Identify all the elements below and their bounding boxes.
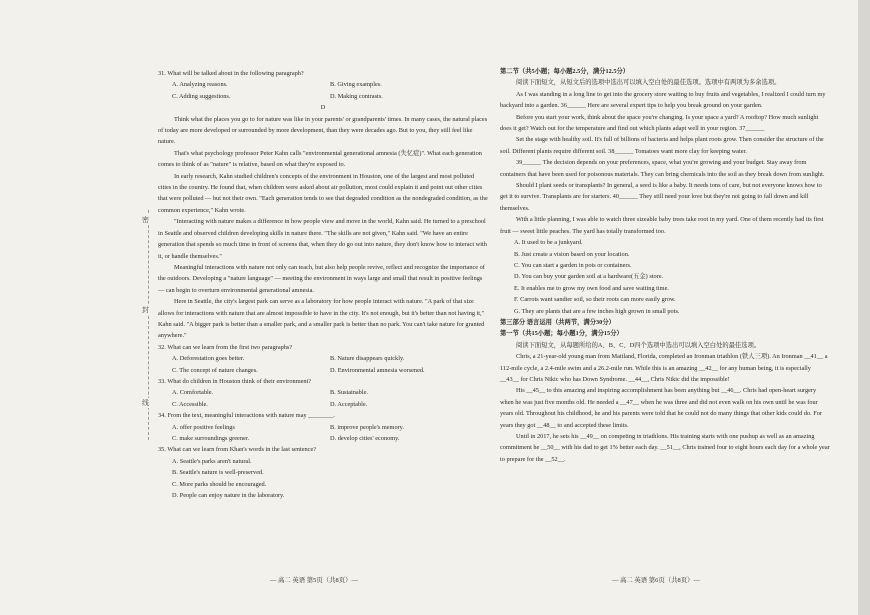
cloze-paragraph: Chris, a 21-year-old young man from Maitland, Florida, completed an Ironman triathlon (铁人三项). An Ironman __41__ a 112-mile cycle, a 2.4-mile swim and a 26.2-mile run. While this is an amazing __42__ for any human being, it is especially __43__ for Chris Nikic who has Down Syndrome. __44__, Chris Nikic did the impossible! xyxy=(500,353,828,383)
passage-paragraph: "Interacting with nature makes a difference in how people view and move in the world, Kahn said. He turned to a preschool in Seattle and observed children developing skills in nature there. "The skills are not given," Kahn said. "We have an entire generation that spends so much time in front of screens that, when they do go out into nature, they don't know how to interact with it, or handle themselves." xyxy=(158,218,487,260)
choice-option-g: G. They are plants that are a few inches high grown in small pots. xyxy=(514,307,680,315)
choice-option-a: A. It used to be a junkyard. xyxy=(514,239,583,247)
q31-option-d: D. Making contrasts. xyxy=(330,92,383,100)
passage-paragraph: Meaningful interactions with nature not only can teach, but also help people revive, reflect and recognize the importance of the outdoors. Developing a "nature language" — meeting the environment in ways large and small that result in positive feelings — can begin to overturn environmental generational amnesia. xyxy=(158,263,485,294)
q34-options xyxy=(158,422,488,433)
passage-paragraph: Should I plant seeds or transplants? In general, a seed is like a baby. It needs tons of care, but not everyone knows how to get it to survive. Transplants are for starters. 40______ They still need your love but they're not going to fall down and kill themselves. xyxy=(500,182,822,212)
passage-paragraph: Before you start your work, think about the space you're changing. Is your space a yard? A rooftop? How much sunlight does it get? Watch out for the temperature and find out which plants adapt well in your region. 37______ xyxy=(500,113,819,133)
left-page xyxy=(158,68,488,501)
q34-option-c: C. make surroundings greener. xyxy=(172,435,250,442)
section2-title: 第二节（共5小题；每小题2.5分，满分12.5分） xyxy=(500,68,630,75)
passage-paragraph: That's what psychology professor Peter Kahn calls "environmental generational amnesia (失忆症)". What each generation comes to think of as "nature" is relative, based on what they're exposed to. xyxy=(158,149,482,169)
question-32: 32. What can we learn from the first two paragraphs? xyxy=(158,343,293,351)
section2-instructions: 阅读下面短文，从短文后的选项中选出可以填入空白处的最佳选项。选项中有两项为多余选项。 xyxy=(516,79,781,87)
section1-title: 第一节（共15小题；每小题1分，满分15分） xyxy=(500,330,623,338)
passage-paragraph: Set the stage with healthy soil. It's full of billions of bacteria and helps plant roots grow. Then consider the structure of the soil. Different plants require different soil. 38______ Tomatoes want more clay for keeping water. xyxy=(500,136,824,155)
q31-option-a: A. Analyzing reasons. xyxy=(172,81,228,89)
q34-option-d: D. develop cities' economy. xyxy=(330,435,400,442)
right-page-footer: — 高二 英语 第6页（共8页）— xyxy=(612,577,700,584)
passage-paragraph: 39______ The decision depends on your preferences, space, what you're growing and your budget. Stay away from containers that have been used for poisonous materials. They can bring chemicals into the soil as they break down from sunlight. xyxy=(500,159,825,178)
question-35: 35. What can we learn from Khan's words in the last sentence? xyxy=(158,446,317,454)
choice-option-f: F. Carrots want sandier soil, so their roots can more easily grow. xyxy=(514,296,676,304)
q31-option-c: C. Adding suggestions. xyxy=(172,92,231,100)
binding-char-xian: 线 xyxy=(142,399,149,407)
q33-option-b: B. Sustainable. xyxy=(330,389,368,397)
q32-option-a: A. Deforestation goes better. xyxy=(172,355,245,363)
choice-option-b: B. Just create a vision based on your location. xyxy=(514,250,630,258)
cloze-paragraph: His __45__ to this amazing and inspiring accomplishment has been anything but __46__. Chris had open-heart surgery when he was just five months old. He needed a __47__ when he was three and did not even walk on his own until he was four years old. Throughout his childhood, he and his parents were told that he could not do many things that other kids could do. For years they got __48__ to and accepted these limits. xyxy=(500,387,823,429)
page-edge-shadow xyxy=(858,0,870,615)
choice-option-c: C. You can start a garden in pots or containers. xyxy=(514,261,632,269)
q34-option-a: A. offer positive feelings xyxy=(172,423,235,431)
passage-paragraph: In early research, Kahn studied children's concepts of the environment in Houston, one of the largest and most polluted cities in the country. He found that, when children were asked about air pollution, most could explain it and point out other cities that were polluted — but not their own. "Each generation tends to see that degraded condition as the nondegraded condition, as the common experience," Kahn wrote. xyxy=(158,172,488,214)
choice-option-e: E. It enables me to grow my own food and save waiting time. xyxy=(514,284,669,292)
cloze-paragraph: Until in 2017, he sets his __49__ on competing in triathlons. His training starts with one pushup as well as an amazing commitment he __50__ with his dad to get 1% better each day. __51__, Chris trained four to eight hours each day for a whole year to prepare for the __52__. xyxy=(500,433,830,463)
q32-option-b: B. Nature disappears quickly. xyxy=(330,355,405,363)
question-34: 34. From the text, meaningful interactions with nature may ________. xyxy=(158,412,335,420)
q31-options-row2 xyxy=(158,91,488,102)
section-d-heading: D xyxy=(320,104,326,112)
q34-option-b: B. improve people's memory. xyxy=(330,423,405,431)
q32-option-d: D. Environmental amnesia worsened. xyxy=(330,366,425,374)
q32-options-row2 xyxy=(158,365,488,376)
binding-char-feng: 封 xyxy=(142,306,149,314)
q35-option-a: A. Seattle's parks aren't natural. xyxy=(172,457,252,465)
passage-paragraph: Here in Seattle, the city's largest park can serve as a laboratory for how people interact with nature. "A park of that size allows for interactions with nature that are almost impossible to have in the city. It's not enough, but it's better than not having it," Kahn said. "A bigger park is better than a smaller park, and a smaller park is better than no park. You can't take nature for granted anywhere." xyxy=(158,298,485,340)
passage-paragraph: Think what the places you go to for nature was like in your parents' or grandparents' times. In many cases, the natural places of today are more developed or surrounded by more development, than they were decades ago. But to you, they still feel like nature. xyxy=(158,115,488,146)
q33-options xyxy=(158,387,488,398)
q33-options-row2 xyxy=(158,399,488,410)
q32-options xyxy=(158,353,488,364)
q33-option-d: D. Acceptable. xyxy=(330,400,368,408)
q33-option-c: C. Accessible. xyxy=(172,400,208,408)
q31-options xyxy=(158,79,488,90)
q31-option-b: B. Giving examples. xyxy=(330,81,382,89)
section1-instructions: 阅读下面短文，从每题所给的A、B、C、D四个选项中选出可以填入空白处的最佳选项。 xyxy=(516,341,761,349)
part3-title: 第三部分 语言运用（共两节，满分30分） xyxy=(500,318,615,326)
passage-paragraph: As I was standing in a long line to get into the grocery store waiting to buy fruits and vegetables, I realized I could turn my backyard into a garden. 36______ Here are several expert tips to help you break ground on your garden. xyxy=(500,90,826,110)
binding-margin xyxy=(140,0,158,615)
question-31: 31. What will be talked about in the following paragraph? xyxy=(158,70,304,77)
question-33: 33. What do children in Houston think of their environment? xyxy=(158,377,312,385)
q32-option-c: C. The concept of nature changes. xyxy=(172,366,258,374)
choice-option-d: D. You can buy your garden soil at a hardware(五金) store. xyxy=(514,273,664,281)
q34-options-row2 xyxy=(158,433,488,444)
q35-option-c: C. More parks should be encouraged. xyxy=(172,480,267,488)
q35-option-d: D. People can enjoy nature in the laboratory. xyxy=(172,492,285,500)
right-page xyxy=(500,66,830,465)
left-page-footer: — 高二 英语 第5页（共8页）— xyxy=(270,577,358,584)
q33-option-a: A. Comfortable. xyxy=(172,389,214,397)
passage-paragraph: With a little planning, I was able to watch three sizeable baby trees take root in my yard. One of them recently had its first fruit — sweet little peaches. The yard has totally transformed too. xyxy=(500,216,824,235)
binding-char-mi: 密 xyxy=(142,216,149,224)
q35-option-b: B. Seattle's nature is well-preserved. xyxy=(172,469,264,477)
